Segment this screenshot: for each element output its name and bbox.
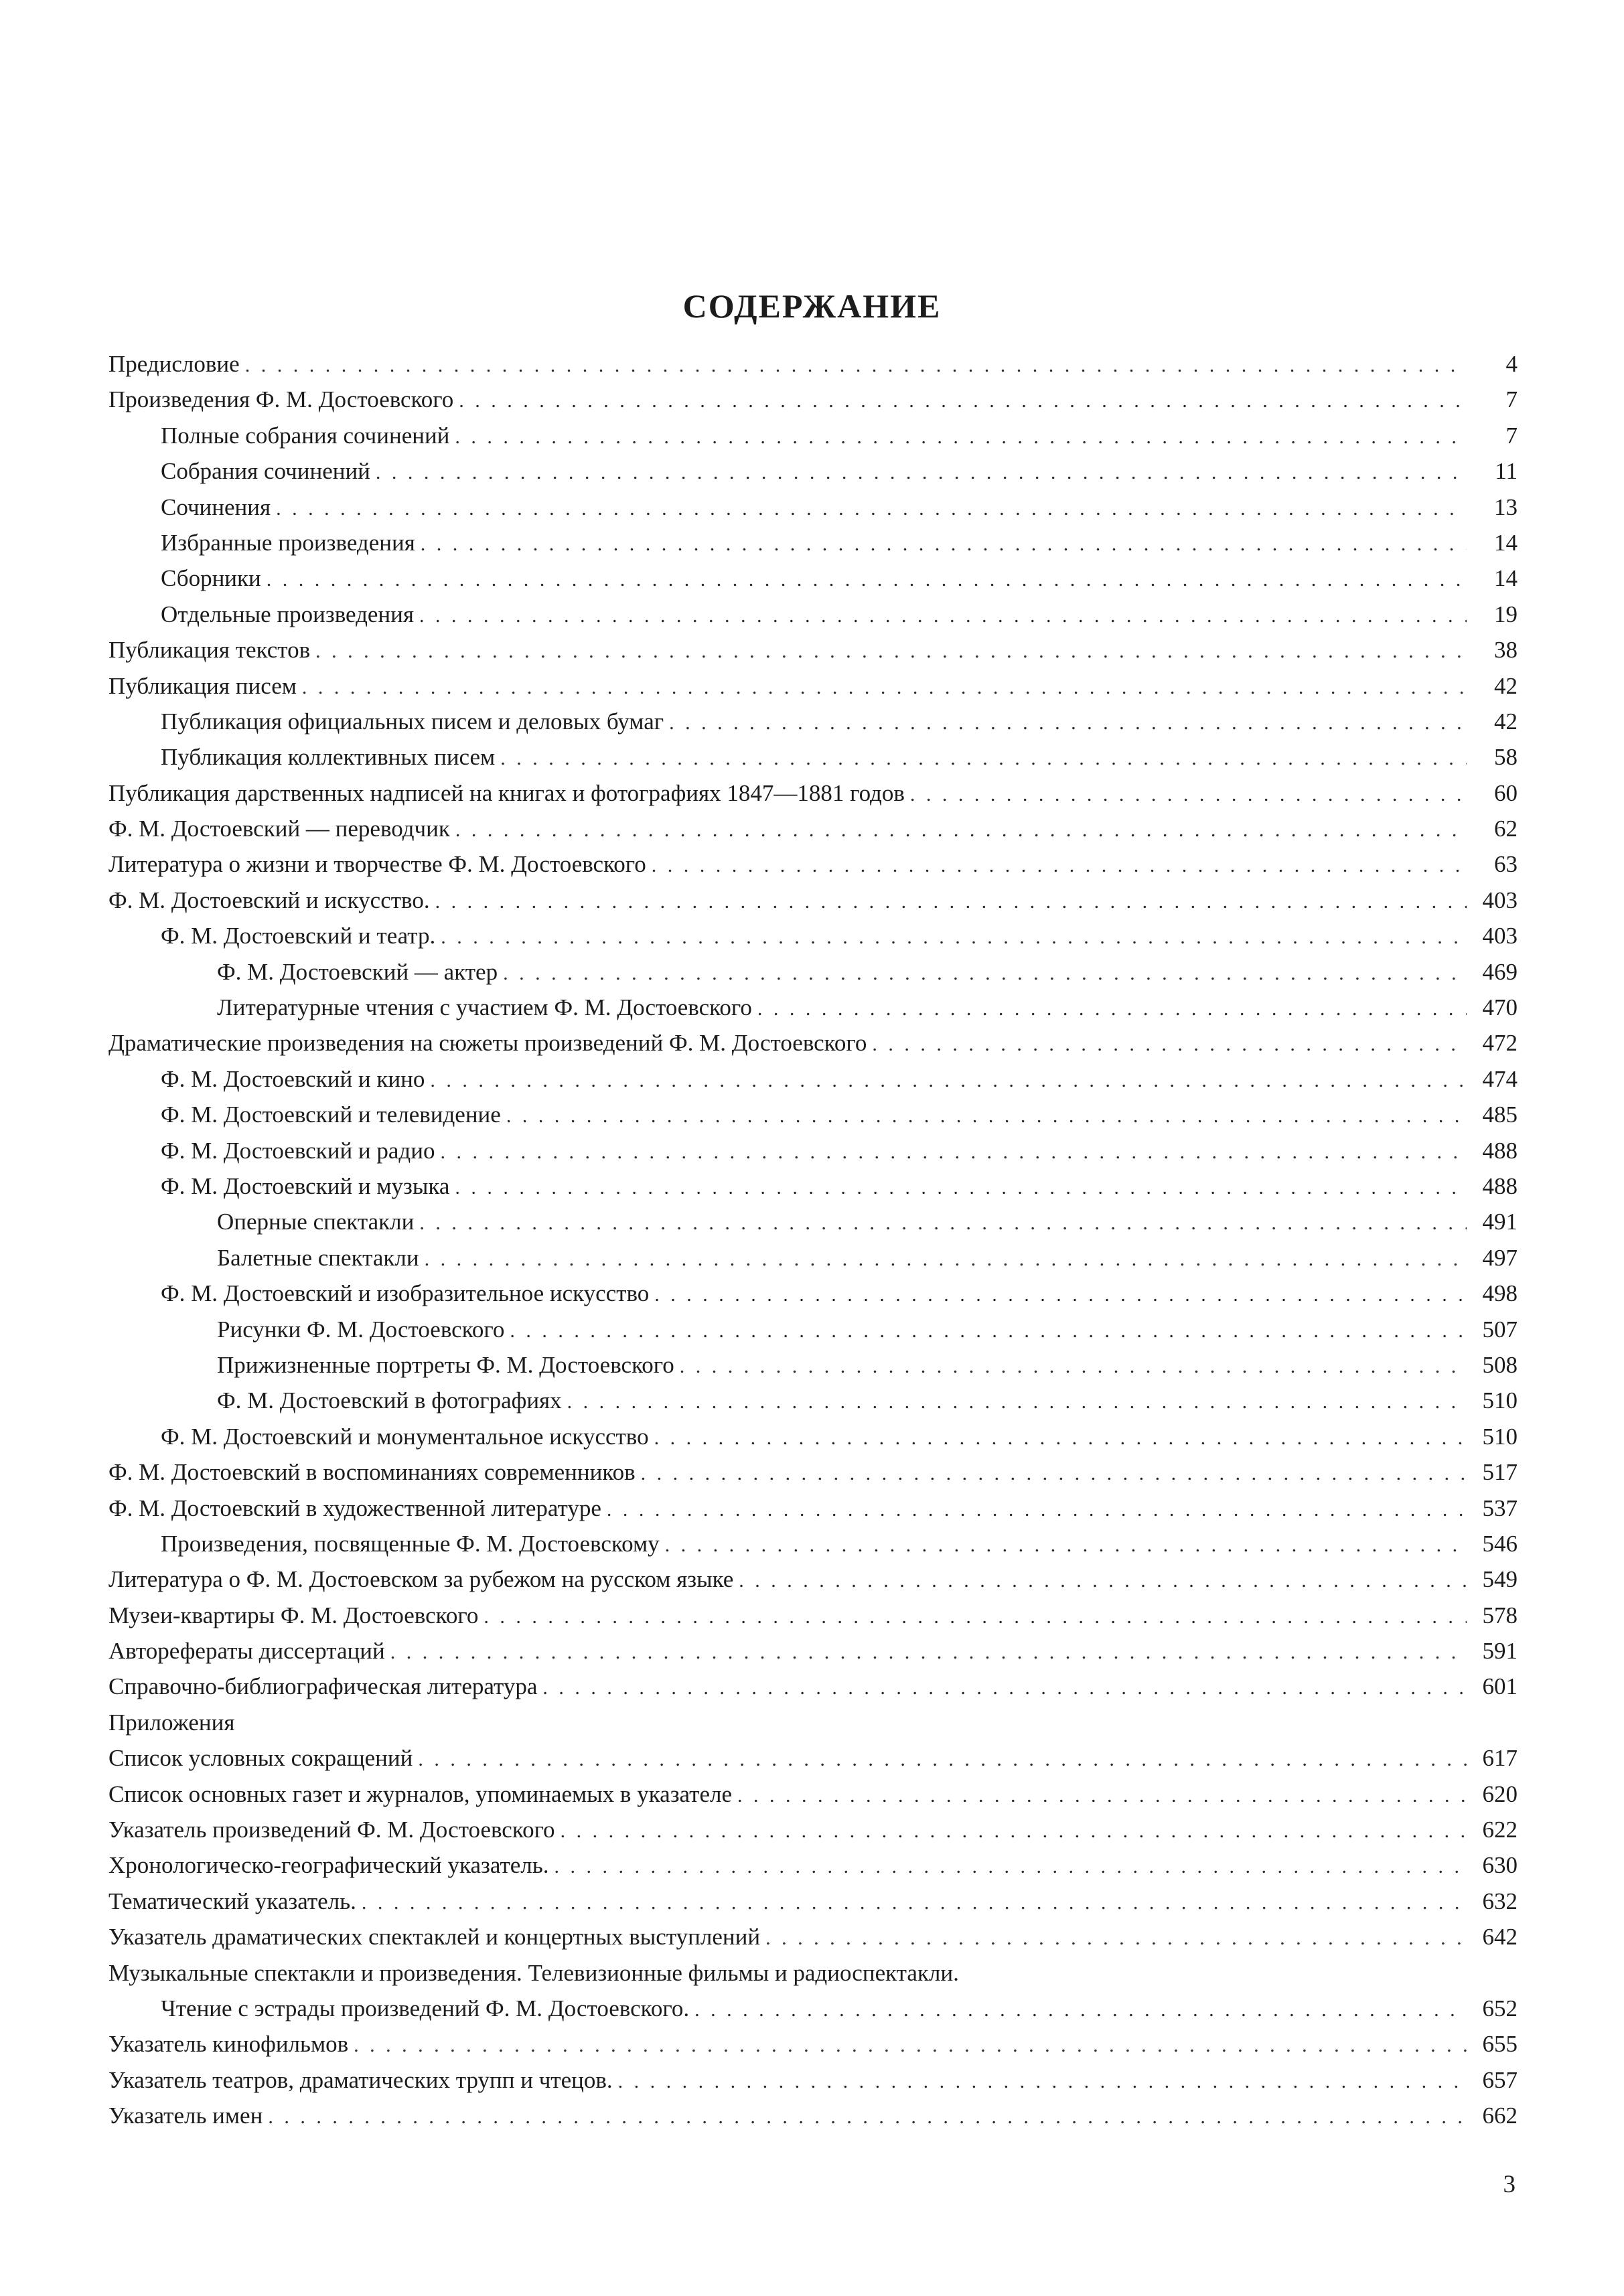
dot-leader (665, 1527, 1467, 1561)
page-number: 3 (1503, 2171, 1516, 2198)
toc-entry-title: Тематический указатель. (108, 1888, 356, 1914)
toc-entry (108, 1633, 1518, 1669)
toc-entry (108, 1955, 1518, 1991)
toc-entry (108, 382, 1518, 417)
dot-leader (757, 991, 1467, 1025)
dot-leader (500, 741, 1467, 775)
toc-entry-title: Указатель драматических спектаклей и концертных выступлений (108, 1924, 761, 1950)
toc-entry-page: 13 (1494, 493, 1518, 520)
dot-leader (302, 670, 1467, 704)
toc-entry (108, 1204, 1518, 1239)
table-of-contents (108, 346, 1518, 2134)
toc-entry (108, 990, 1518, 1025)
toc-entry-page: 62 (1494, 816, 1518, 842)
dot-leader (418, 1742, 1467, 1776)
toc-entry-title: Список основных газет и журналов, упоминаемых в указателе (108, 1780, 733, 1807)
dot-leader (542, 1670, 1467, 1704)
dot-leader (737, 1778, 1467, 1812)
toc-entry-page: 655 (1482, 2031, 1518, 2058)
toc-entry-title: Сборники (161, 565, 261, 592)
toc-entry-title: Ф. М. Достоевский в воспоминаниях современников (108, 1459, 636, 1486)
toc-entry (108, 1669, 1518, 1704)
toc-entry-page: 491 (1482, 1209, 1518, 1235)
dot-leader (694, 1992, 1467, 2026)
dot-leader (419, 598, 1467, 632)
dot-leader (455, 419, 1467, 453)
toc-entry (108, 1919, 1518, 1955)
dot-leader (455, 812, 1467, 846)
toc-entry-title: Полные собрания сочинений (161, 422, 450, 449)
dot-leader (435, 884, 1467, 918)
toc-entry-page: 14 (1494, 565, 1518, 592)
dot-leader (425, 1241, 1467, 1276)
dot-leader (641, 1456, 1467, 1490)
toc-entry-page: 14 (1494, 529, 1518, 556)
dot-leader (268, 2099, 1467, 2133)
dot-leader (430, 1063, 1467, 1097)
toc-entry (108, 846, 1518, 882)
dot-leader (459, 383, 1467, 417)
toc-entry-page: 488 (1482, 1172, 1518, 1199)
toc-entry-page: 537 (1482, 1495, 1518, 1521)
dot-leader (245, 348, 1467, 382)
toc-entry (108, 1454, 1518, 1490)
toc-entry (108, 597, 1518, 632)
toc-entry-page: 488 (1482, 1137, 1518, 1164)
toc-entry-page: 403 (1482, 923, 1518, 949)
toc-entry-title: Собрания сочинений (161, 458, 370, 485)
toc-entry-title: Справочно-библиографическая литература (108, 1673, 538, 1700)
toc-entry-page: 517 (1482, 1459, 1518, 1486)
toc-entry-title: Ф. М. Достоевский и театр. (161, 923, 436, 949)
toc-entry-title: Список условных сокращений (108, 1745, 413, 1772)
toc-entry-title: Избранные произведения (161, 529, 415, 556)
toc-entry-page: 510 (1482, 1423, 1518, 1450)
dot-leader (315, 633, 1467, 668)
toc-entry (108, 1776, 1518, 1812)
toc-entry (108, 954, 1518, 990)
toc-entry-page: 469 (1482, 958, 1518, 985)
toc-entry (108, 1168, 1518, 1204)
dot-leader (376, 455, 1467, 489)
toc-entry-page: 601 (1482, 1673, 1518, 1700)
page-title: СОДЕРЖАНИЕ (682, 287, 942, 325)
toc-entry-title: Рисунки Ф. М. Достоевского (217, 1316, 505, 1343)
toc-entry-title: Музеи-квартиры Ф. М. Достоевского (108, 1602, 479, 1628)
dot-leader (484, 1599, 1467, 1633)
toc-entry-page: 7 (1505, 422, 1518, 449)
toc-entry-page: 617 (1482, 1745, 1518, 1772)
toc-entry (108, 1276, 1518, 1311)
toc-entry-page: 652 (1482, 1995, 1518, 2021)
toc-entry-title: Балетные спектакли (217, 1244, 419, 1271)
toc-entry-page: 42 (1494, 672, 1518, 699)
toc-entry-title: Драматические произведения на сюжеты произведений Ф. М. Достоевского (108, 1030, 867, 1057)
toc-entry (108, 775, 1518, 811)
toc-entry (108, 1561, 1518, 1597)
toc-entry-title: Хронологическо-географический указатель. (108, 1852, 549, 1879)
toc-entry-title: Предисловие (108, 351, 240, 377)
toc-entry-title: Указатель произведений Ф. М. Достоевского (108, 1817, 555, 1843)
toc-entry-page: 632 (1482, 1888, 1518, 1914)
toc-entry (108, 704, 1518, 739)
dot-leader (503, 955, 1467, 990)
toc-entry-title: Ф. М. Достоевский и монументальное искусство (161, 1423, 649, 1450)
toc-entry-title: Ф. М. Достоевский в фотографиях (217, 1387, 562, 1414)
toc-entry-page: 7 (1505, 386, 1518, 413)
dot-leader (607, 1492, 1467, 1526)
toc-entry-title: Публикация дарственных надписей на книгах и фотографиях 1847—1881 годов (108, 779, 905, 806)
toc-entry (108, 489, 1518, 525)
toc-entry-title: Ф. М. Достоевский и музыка (161, 1172, 450, 1199)
dot-leader (276, 491, 1467, 525)
toc-entry-page: 498 (1482, 1280, 1518, 1307)
dot-leader (652, 848, 1467, 882)
toc-entry-title: Указатель театров, драматических трупп и чтецов. (108, 2066, 613, 2093)
toc-entry-page: 546 (1482, 1530, 1518, 1557)
toc-entry-title: Ф. М. Достоевский и радио (161, 1137, 435, 1164)
toc-entry-page: 578 (1482, 1602, 1518, 1628)
toc-entry (108, 1133, 1518, 1168)
toc-entry-page: 497 (1482, 1244, 1518, 1271)
toc-entry-page: 58 (1494, 744, 1518, 771)
dot-leader (654, 1277, 1467, 1311)
toc-entry-title: Литературные чтения с участием Ф. М. Достоевского (217, 994, 752, 1021)
toc-entry-page: 38 (1494, 637, 1518, 664)
toc-entry-title: Отдельные произведения (161, 601, 414, 627)
toc-entry (108, 346, 1518, 382)
dot-leader (390, 1634, 1467, 1669)
toc-entry-page: 507 (1482, 1316, 1518, 1343)
dot-leader (561, 1813, 1467, 1847)
dot-leader (362, 1885, 1467, 1919)
toc-entry-title: Публикация писем (108, 672, 297, 699)
toc-entry (108, 2098, 1518, 2133)
dot-leader (872, 1026, 1467, 1061)
dot-leader (567, 1384, 1467, 1418)
toc-entry-page: 508 (1482, 1351, 1518, 1378)
toc-entry-title: Музыкальные спектакли и произведения. Телевизионные фильмы и радиоспектакли. (108, 1959, 959, 1986)
toc-entry (108, 1598, 1518, 1633)
toc-entry (108, 668, 1518, 704)
toc-entry-title: Ф. М. Достоевский — переводчик (108, 816, 450, 842)
toc-entry-title: Литература о жизни и творчестве Ф. М. Достоевского (108, 851, 646, 878)
toc-entry-title: Произведения, посвященные Ф. М. Достоевскому (161, 1530, 660, 1557)
toc-entry-page: 662 (1482, 2102, 1518, 2129)
toc-entry (108, 883, 1518, 918)
dot-leader (419, 1205, 1467, 1239)
toc-entry-page: 19 (1494, 601, 1518, 627)
toc-entry (108, 1347, 1518, 1383)
toc-entry-page: 11 (1495, 458, 1518, 485)
toc-entry-title: Литература о Ф. М. Достоевском за рубежом на русском языке (108, 1566, 734, 1593)
toc-entry-page: 472 (1482, 1030, 1518, 1057)
toc-entry (108, 1383, 1518, 1418)
toc-entry-page: 549 (1482, 1566, 1518, 1593)
dot-leader (421, 526, 1467, 560)
toc-entry (108, 1312, 1518, 1347)
toc-entry-page: 657 (1482, 2066, 1518, 2093)
toc-entry-title: Публикация коллективных писем (161, 744, 496, 771)
toc-entry (108, 1240, 1518, 1276)
toc-entry (108, 1526, 1518, 1561)
dot-leader (267, 562, 1467, 596)
toc-entry (108, 632, 1518, 668)
toc-entry (108, 453, 1518, 489)
toc-entry (108, 418, 1518, 453)
toc-entry-page: 42 (1494, 708, 1518, 735)
toc-entry (108, 1061, 1518, 1097)
toc-entry (108, 1847, 1518, 1883)
toc-entry-title: Прижизненные портреты Ф. М. Достоевского (217, 1351, 674, 1378)
toc-entry (108, 1884, 1518, 1919)
toc-entry-title: Ф. М. Достоевский и изобразительное искусство (161, 1280, 650, 1307)
toc-entry-page: 591 (1482, 1638, 1518, 1665)
dot-leader (440, 1134, 1467, 1168)
toc-entry-title: Сочинения (161, 493, 271, 520)
toc-entry-page: 403 (1482, 887, 1518, 913)
toc-entry (108, 811, 1518, 846)
toc-entry-page: 63 (1494, 851, 1518, 878)
toc-entry-page: 642 (1482, 1924, 1518, 1950)
dot-leader (510, 1313, 1467, 1347)
dot-leader (680, 1349, 1467, 1383)
dot-leader (554, 1849, 1467, 1883)
toc-entry (108, 560, 1518, 596)
toc-entry-title: Публикация текстов (108, 637, 311, 664)
toc-entry (108, 918, 1518, 953)
toc-entry-page: 60 (1494, 779, 1518, 806)
toc-entry-page: 620 (1482, 1780, 1518, 1807)
toc-entry-page: 622 (1482, 1817, 1518, 1843)
toc-entry-title: Ф. М. Достоевский и телевидение (161, 1101, 501, 1128)
dot-leader (910, 777, 1467, 811)
dot-leader (455, 1170, 1467, 1204)
toc-entry-page: 470 (1482, 994, 1518, 1021)
toc-entry-page: 630 (1482, 1852, 1518, 1879)
toc-entry (108, 1705, 1518, 1740)
toc-entry (108, 2062, 1518, 2098)
toc-entry (108, 1991, 1518, 2026)
dot-leader (506, 1098, 1467, 1132)
dot-leader (739, 1563, 1467, 1597)
toc-entry (108, 525, 1518, 560)
dot-leader (618, 2064, 1467, 2098)
toc-entry-page: 510 (1482, 1387, 1518, 1414)
toc-entry-title: Ф. М. Достоевский — актер (217, 958, 498, 985)
toc-entry-page: 474 (1482, 1065, 1518, 1092)
toc-entry-title: Ф. М. Достоевский и искусство. (108, 887, 430, 913)
toc-entry (108, 1812, 1518, 1847)
dot-leader (441, 919, 1467, 953)
toc-entry (108, 1025, 1518, 1061)
dot-leader (354, 2027, 1467, 2062)
toc-entry (108, 1490, 1518, 1526)
toc-entry (108, 1740, 1518, 1776)
toc-entry-page: 4 (1505, 351, 1518, 377)
toc-entry-title: Указатель имен (108, 2102, 263, 2129)
toc-entry-title: Ф. М. Достоевский и кино (161, 1065, 425, 1092)
toc-entry-title: Указатель кинофильмов (108, 2031, 349, 2058)
toc-entry-title: Оперные спектакли (217, 1209, 415, 1235)
toc-entry-page: 485 (1482, 1101, 1518, 1128)
toc-entry-title: Чтение с эстрады произведений Ф. М. Достоевского. (161, 1995, 690, 2021)
toc-entry (108, 2026, 1518, 2062)
toc-entry (108, 1419, 1518, 1454)
toc-entry-title: Ф. М. Достоевский в художественной литературе (108, 1495, 601, 1521)
toc-entry-title: Публикация официальных писем и деловых бумаг (161, 708, 664, 735)
dot-leader (765, 1920, 1467, 1955)
toc-entry (108, 739, 1518, 775)
toc-entry-title: Авторефераты диссертаций (108, 1638, 385, 1665)
dot-leader (654, 1420, 1467, 1454)
toc-entry-title: Приложения (108, 1709, 235, 1736)
dot-leader (669, 705, 1467, 739)
toc-entry-title: Произведения Ф. М. Достоевского (108, 386, 454, 413)
toc-entry (108, 1097, 1518, 1132)
